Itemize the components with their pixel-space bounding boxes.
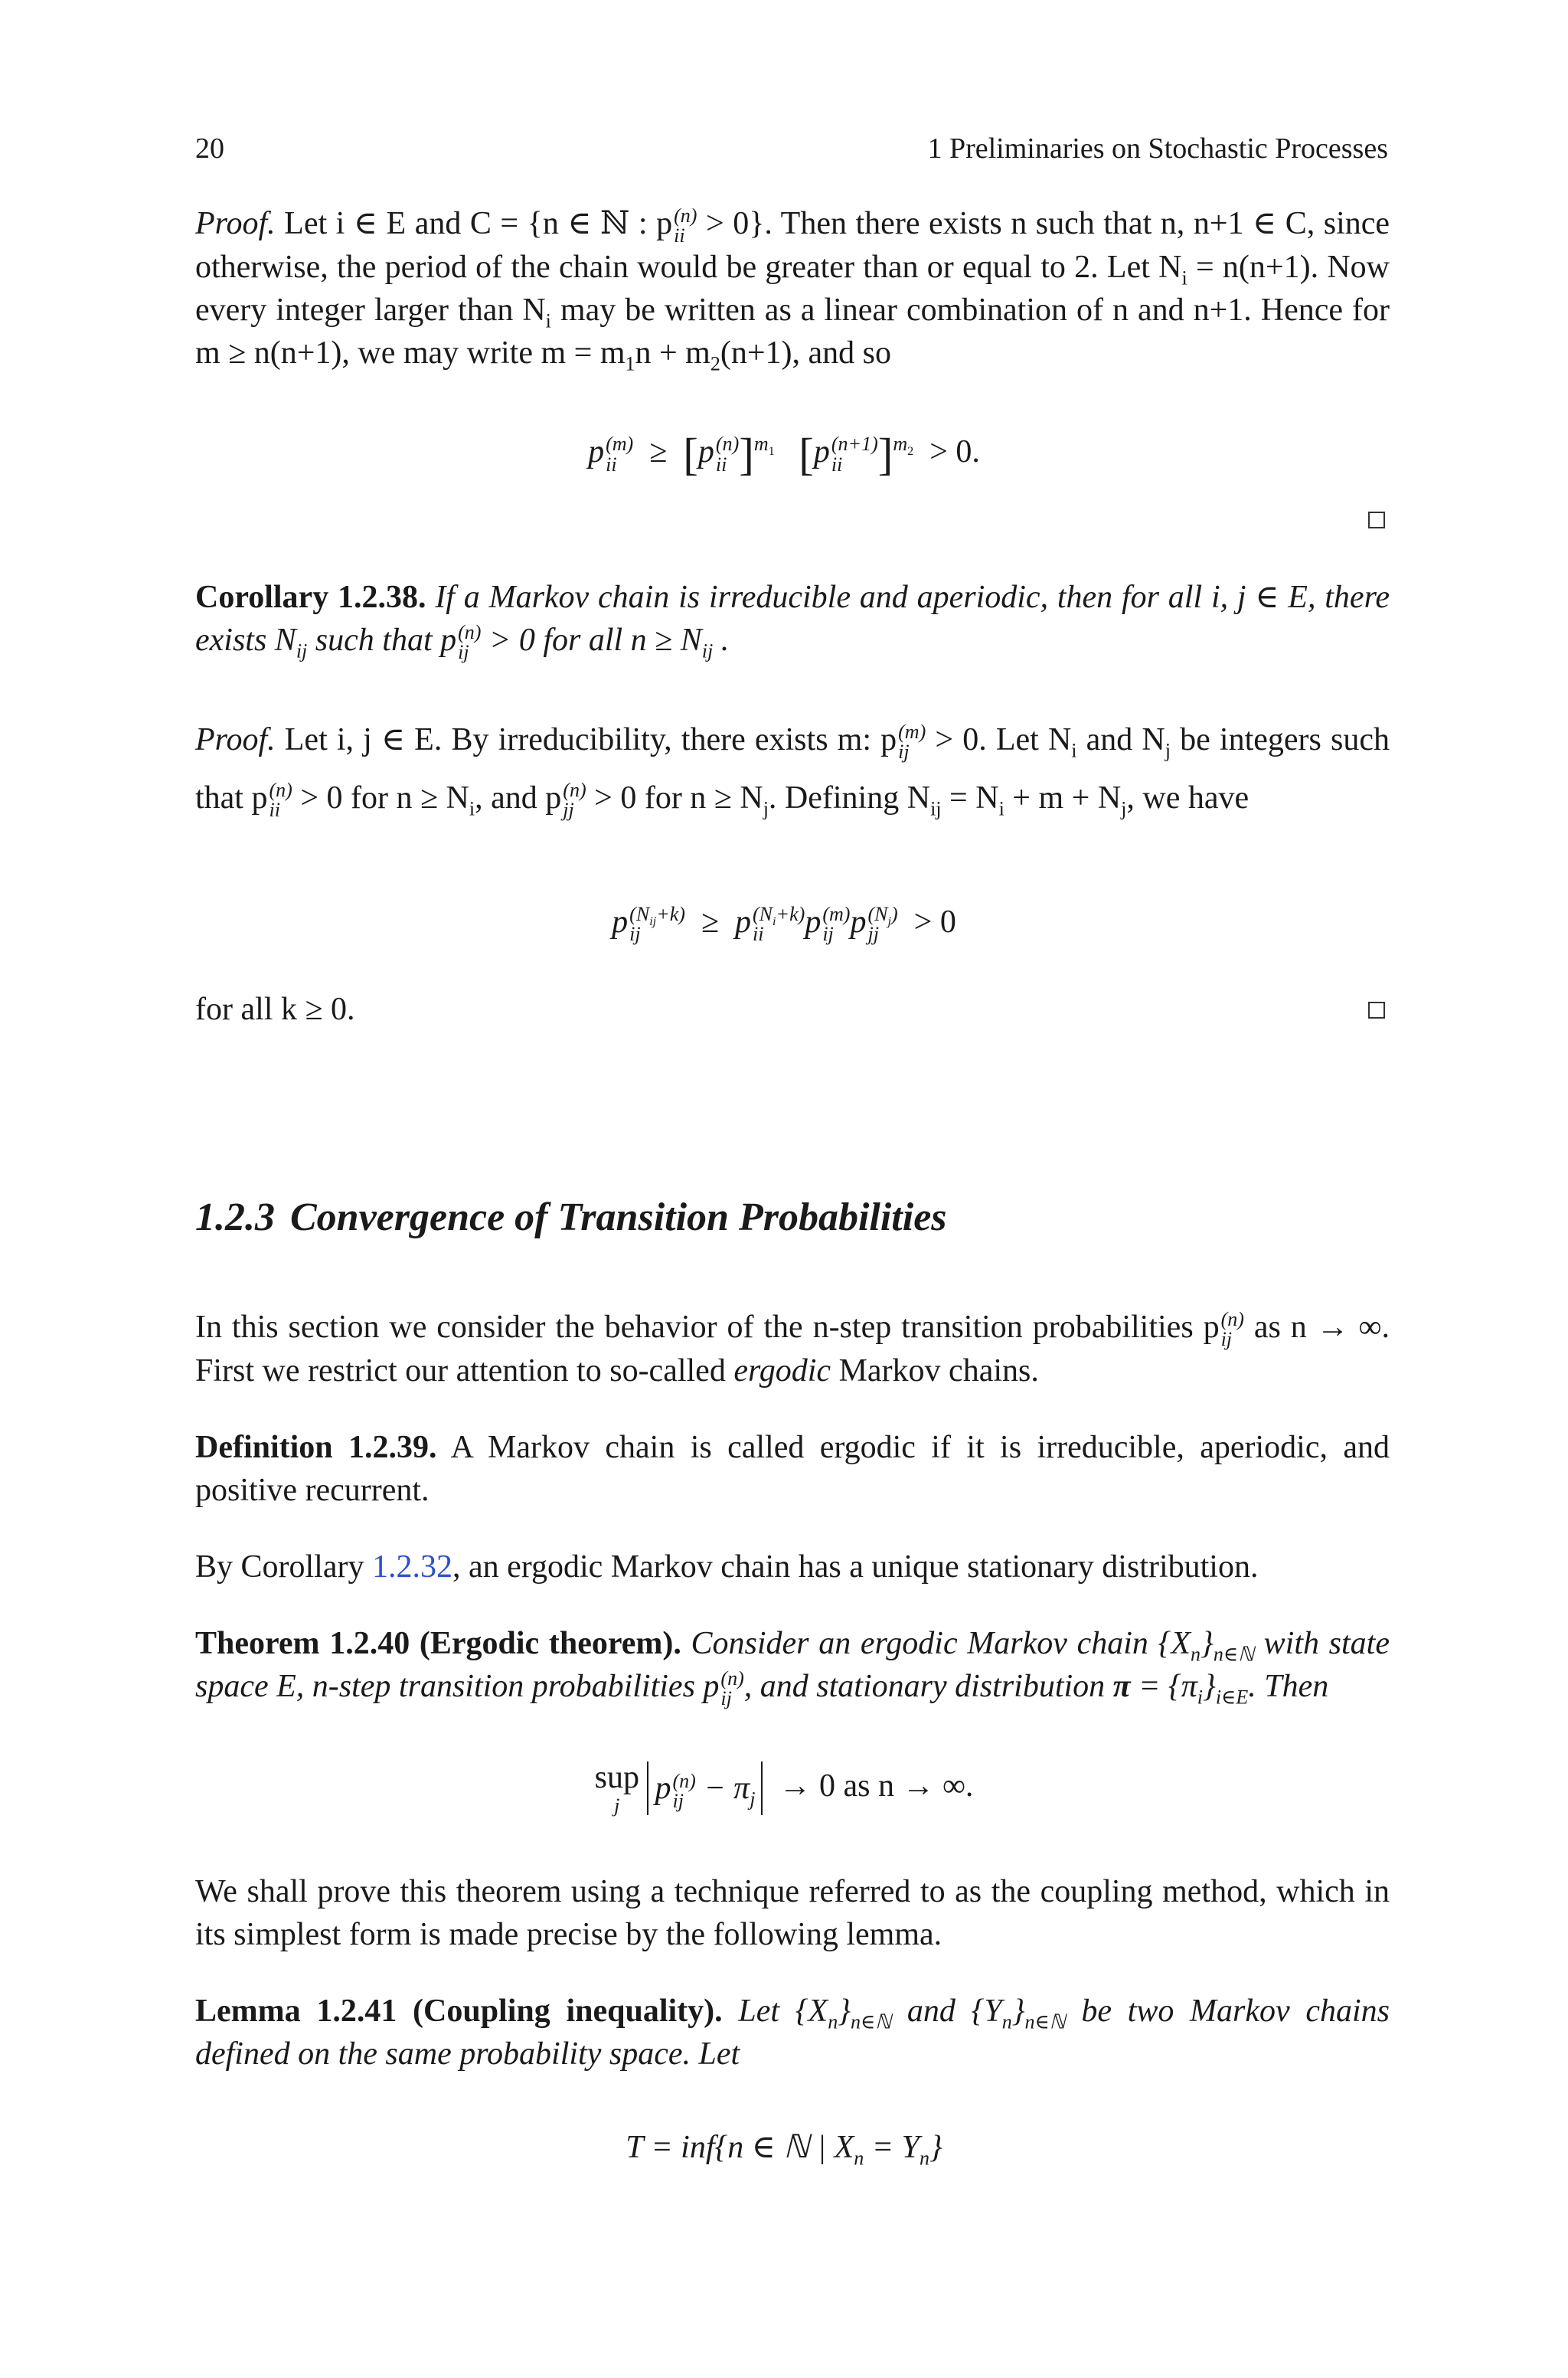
section-heading: [195, 1195, 947, 1240]
qed-box-2: [1368, 1002, 1385, 1019]
corollary-label: Corollary 1.2.38.: [195, 580, 426, 615]
lemma-1-2-41: Lemma 1.2.41 (Coupling inequality). Let $\{X_n\}_{n\in ℕ}$ and $\{Y_n\}_{n\in ℕ}$ be two Markov chains defined on the same probability space. Let: [195, 1994, 1390, 2072]
equation-1: p (m) ii ≥ [p (n) ii ]$^{m_1}$ [p (n+1) ii ]$^{m_2}$ > 0.: [588, 430, 980, 479]
section-title-text: Convergence of Transition Probabilities: [290, 1196, 947, 1239]
corollary-1-2-38: Corollary 1.2.38. If a Markov chain is irreducible and aperiodic, then for all i, j ∈ E, there exists $N_{ij}$ such that p (n) ij > 0 for all $n \ge N_{ij}$ .: [195, 580, 1390, 664]
corollary-link[interactable]: 1.2.32: [371, 1549, 452, 1585]
equation-3: sup j p (n) ij − $\pi_j \to 0$ as n → ∞.: [594, 1760, 974, 1817]
definition-label: Definition 1.2.39.: [195, 1430, 437, 1465]
section-number: 1.2.3: [195, 1196, 275, 1239]
proof-paragraph-1: Proof. Let i ∈ E and C = {n ∈ ℕ : p (n) ii > 0}. Then there exists n such that n, n+1 ∈ C, since otherwise, the period of the chain would be greater than or equal to 2. Let $N_i = n(n+1)$. Now every integer larger than $N_i$ may be written as a linear combination of n and n+1. Hence for m ≥ n(n+1), we may write $m = m_1n + m_2(n+1)$, and so: [195, 204, 1390, 375]
section-intro: In this section we consider the behavior of the n-step transition probabilities p (n) ij as n → ∞. First we restrict our attention to so-called ergodic Markov chains.: [195, 1308, 1390, 1389]
theorem-1-2-40: Theorem 1.2.40 (Ergodic theorem). Consider an ergodic Markov chain $\{X_n\}_{n\in ℕ}$ with state space E, n-step transition probabilities p (n) ij , and stationary distribution $\pi = \{\pi_i\}_{i\in E}$. Then: [195, 1626, 1390, 1710]
coupling-method-paragraph: We shall prove this theorem using a technique referred to as the coupling method, which in its simplest form is made precise by the following lemma.: [195, 1874, 1390, 1952]
for-all-k: for all k ≥ 0.: [195, 992, 355, 1027]
proof-label-2: Proof.: [195, 722, 276, 757]
equation-4: T = inf{n ∈ ℕ | $X_n = Y_n$}: [626, 2130, 942, 2170]
page-number: 20: [195, 132, 224, 165]
by-corollary-sentence: By Corollary 1.2.32, an ergodic Markov chain has a unique stationary distribution.: [195, 1549, 1259, 1585]
qed-box-1: [1368, 512, 1385, 528]
theorem-label: Theorem 1.2.40 (Ergodic theorem).: [195, 1626, 681, 1661]
equation-2: p $(N_{ij}+k)$ ij ≥ p $(N_i+k)$ ii p (m) ij p $(N_j)$ jj > 0: [612, 903, 956, 946]
definition-1-2-39: Definition 1.2.39. A Markov chain is called ergodic if it is irreducible, aperiodic, and positive recurrent.: [195, 1430, 1390, 1508]
proof-paragraph-2: Proof. Let i, j ∈ E. By irreducibility, there exists m: p (m) ij > 0. Let $N_i$ and $N_j$ be integers such that p (n) ii > 0 for $n \ge N_i$, and p (n) jj > 0 for $n \ge N_j$. Defining $N_{ij} = N_i + m + N_j$, we have: [195, 721, 1390, 822]
chapter-title: 1 Preliminaries on Stochastic Processes: [927, 132, 1388, 165]
lemma-label: Lemma 1.2.41 (Coupling inequality).: [195, 1994, 723, 2029]
proof-label: Proof.: [195, 206, 276, 241]
